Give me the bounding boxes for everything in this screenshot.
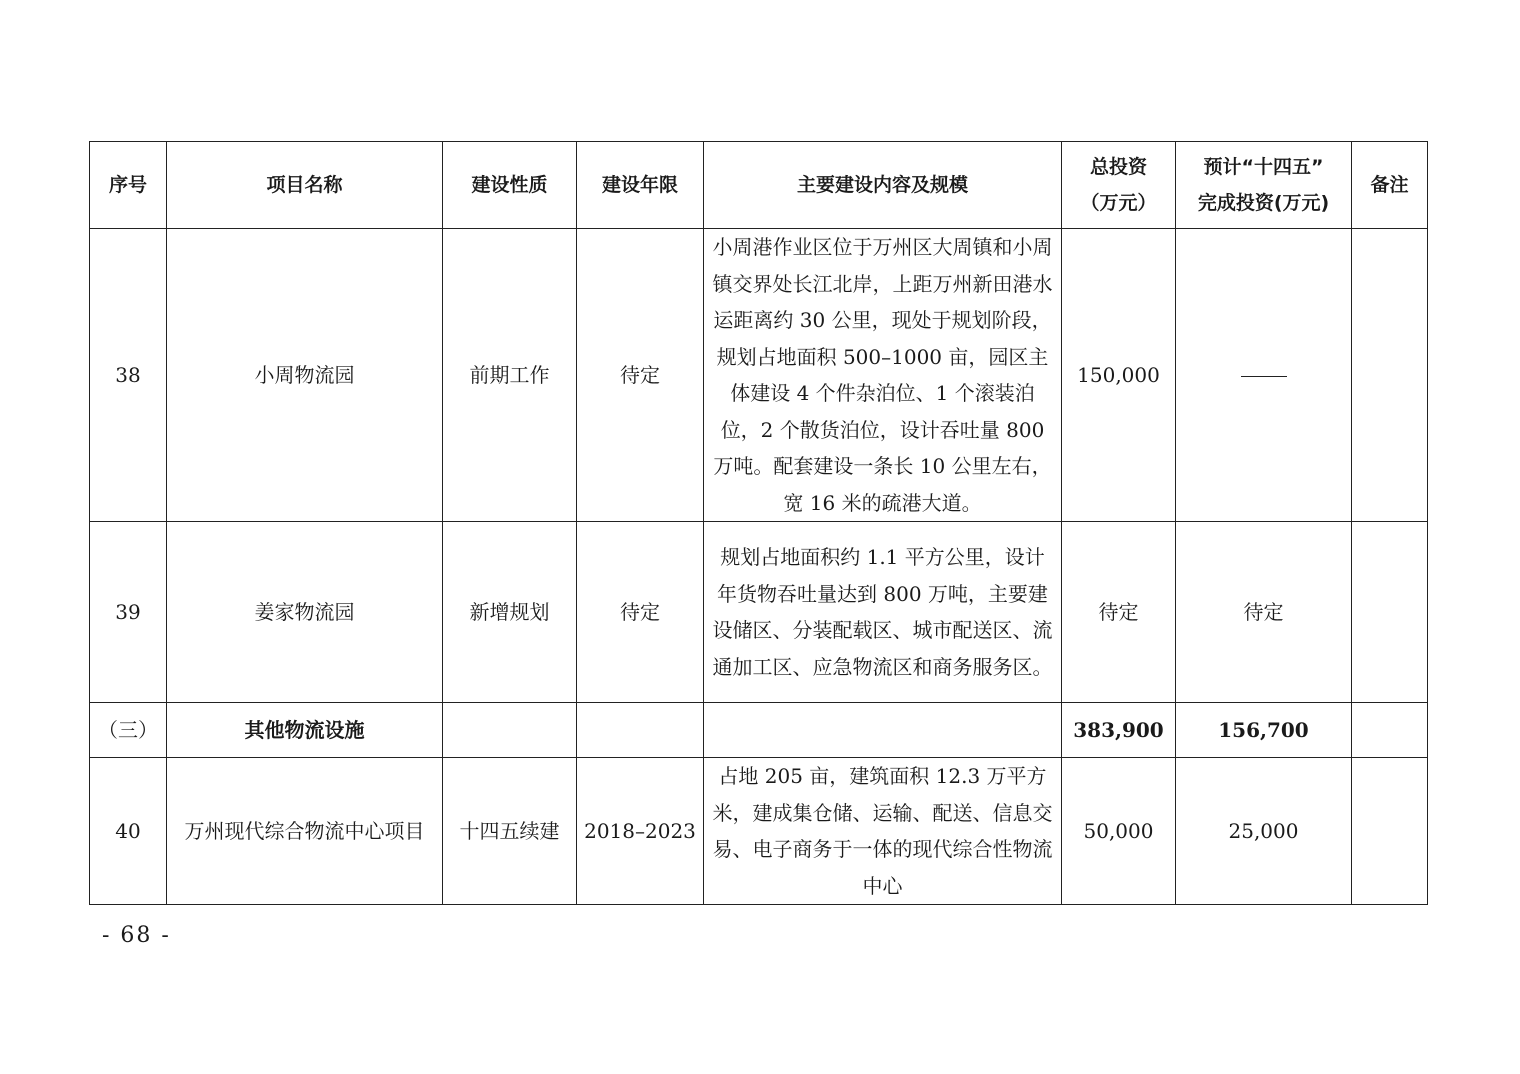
row-nature: 新增规划	[443, 522, 577, 703]
header-seq: 序号	[90, 142, 167, 229]
header-plan	[1176, 142, 1352, 229]
header-plan-line1: 预计“十四五”	[1203, 156, 1324, 178]
header-row	[90, 142, 1428, 229]
row-content: 占地 205 亩，建筑面积 12.3 万平方米，建成集仓储、运输、配送、信息交易、电子商务于一体的现代综合性物流中心	[704, 758, 1062, 905]
row-nature: 十四五续建	[443, 758, 577, 905]
header-total-line2: （万元）	[1080, 192, 1157, 214]
header-total	[1062, 142, 1176, 229]
row-plan: 待定	[1176, 522, 1352, 703]
row-period: 2018–2023	[577, 758, 704, 905]
header-plan-line2: 完成投资(万元)	[1197, 192, 1330, 214]
row-name: 姜家物流园	[167, 522, 443, 703]
row-name: 万州现代综合物流中心项目	[167, 758, 443, 905]
row-seq: 39	[90, 522, 167, 703]
table-row	[90, 758, 1428, 905]
project-table	[89, 141, 1428, 905]
section-plan: 156,700	[1176, 703, 1352, 758]
section-content	[704, 703, 1062, 758]
row-content: 规划占地面积约 1.1 平方公里，设计年货物吞吐量达到 800 万吨，主要建设储区、分装配载区、城市配送区、流通加工区、应急物流区和商务服务区。	[704, 522, 1062, 703]
row-content: 小周港作业区位于万州区大周镇和小周镇交界处长江北岸，上距万州新田港水运距离约 30 公里，现处于规划阶段，规划占地面积 500–1000 亩，园区主体建设 4 个件杂泊位、1 个滚装泊位，2 个散货泊位，设计吞吐量 800 万吨。配套建设一条长 10 公里左右，宽 16 米的疏港大道。	[704, 229, 1062, 522]
section-remark	[1352, 703, 1428, 758]
section-name: 其他物流设施	[167, 703, 443, 758]
header-total-line1: 总投资	[1089, 156, 1147, 178]
row-nature: 前期工作	[443, 229, 577, 522]
row-remark	[1352, 229, 1428, 522]
section-nature	[443, 703, 577, 758]
row-period: 待定	[577, 229, 704, 522]
page-number: - 68 -	[102, 923, 171, 948]
section-total: 383,900	[1062, 703, 1176, 758]
row-period: 待定	[577, 522, 704, 703]
dash-mark	[1241, 376, 1287, 377]
section-row	[90, 703, 1428, 758]
table-row	[90, 522, 1428, 703]
row-plan: 25,000	[1176, 758, 1352, 905]
header-period: 建设年限	[577, 142, 704, 229]
section-seq: （三）	[90, 703, 167, 758]
row-remark	[1352, 522, 1428, 703]
row-total: 150,000	[1062, 229, 1176, 522]
header-name: 项目名称	[167, 142, 443, 229]
header-remark: 备注	[1352, 142, 1428, 229]
row-total: 待定	[1062, 522, 1176, 703]
row-name: 小周物流园	[167, 229, 443, 522]
row-remark	[1352, 758, 1428, 905]
row-seq: 38	[90, 229, 167, 522]
section-period	[577, 703, 704, 758]
header-nature: 建设性质	[443, 142, 577, 229]
table-row	[90, 229, 1428, 522]
header-content: 主要建设内容及规模	[704, 142, 1062, 229]
row-total: 50,000	[1062, 758, 1176, 905]
row-plan	[1176, 229, 1352, 522]
row-seq: 40	[90, 758, 167, 905]
